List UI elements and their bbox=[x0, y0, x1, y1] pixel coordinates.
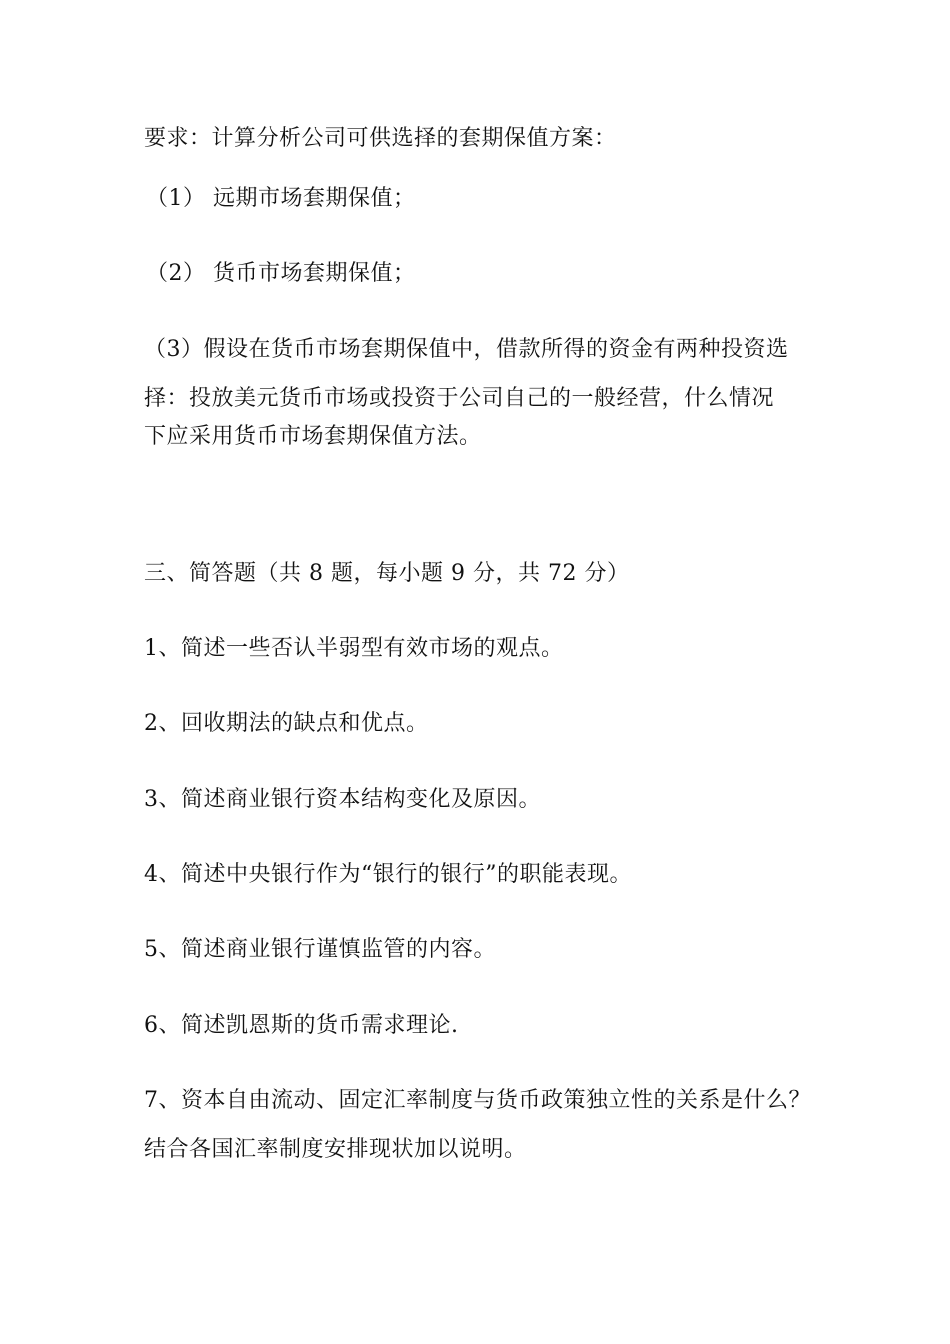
question-7-line-1: 7、资本自由流动、固定汇率制度与货币政策独立性的关系是什么？ bbox=[144, 1088, 811, 1113]
question-3: 3、简述商业银行资本结构变化及原因。 bbox=[144, 787, 541, 812]
requirement-item-3-line-2: 择：投放美元货币市场或投资于公司自己的一般经营，什么情况 bbox=[144, 386, 775, 411]
requirement-item-1: （1） 远期市场套期保值； bbox=[146, 186, 416, 211]
section-heading: 三、简答题（共 8 题，每小题 9 分，共 72 分） bbox=[144, 561, 630, 586]
requirement-item-3-line-3: 下应采用货币市场套期保值方法。 bbox=[144, 424, 482, 449]
requirement-item-2: （2） 货币市场套期保值； bbox=[146, 261, 416, 286]
question-5: 5、简述商业银行谨慎监管的内容。 bbox=[144, 937, 496, 962]
question-4: 4、简述中央银行作为“银行的银行”的职能表现。 bbox=[144, 862, 632, 887]
question-7-line-2: 结合各国汇率制度安排现状加以说明。 bbox=[144, 1137, 527, 1162]
question-1: 1、简述一些否认半弱型有效市场的观点。 bbox=[144, 636, 564, 661]
requirement-item-3-line-1: （3）假设在货币市场套期保值中，借款所得的资金有两种投资选 bbox=[144, 337, 789, 362]
question-6: 6、简述凯恩斯的货币需求理论. bbox=[144, 1013, 459, 1038]
question-2: 2、回收期法的缺点和优点。 bbox=[144, 711, 429, 736]
requirement-intro: 要求：计算分析公司可供选择的套期保值方案： bbox=[144, 126, 617, 151]
